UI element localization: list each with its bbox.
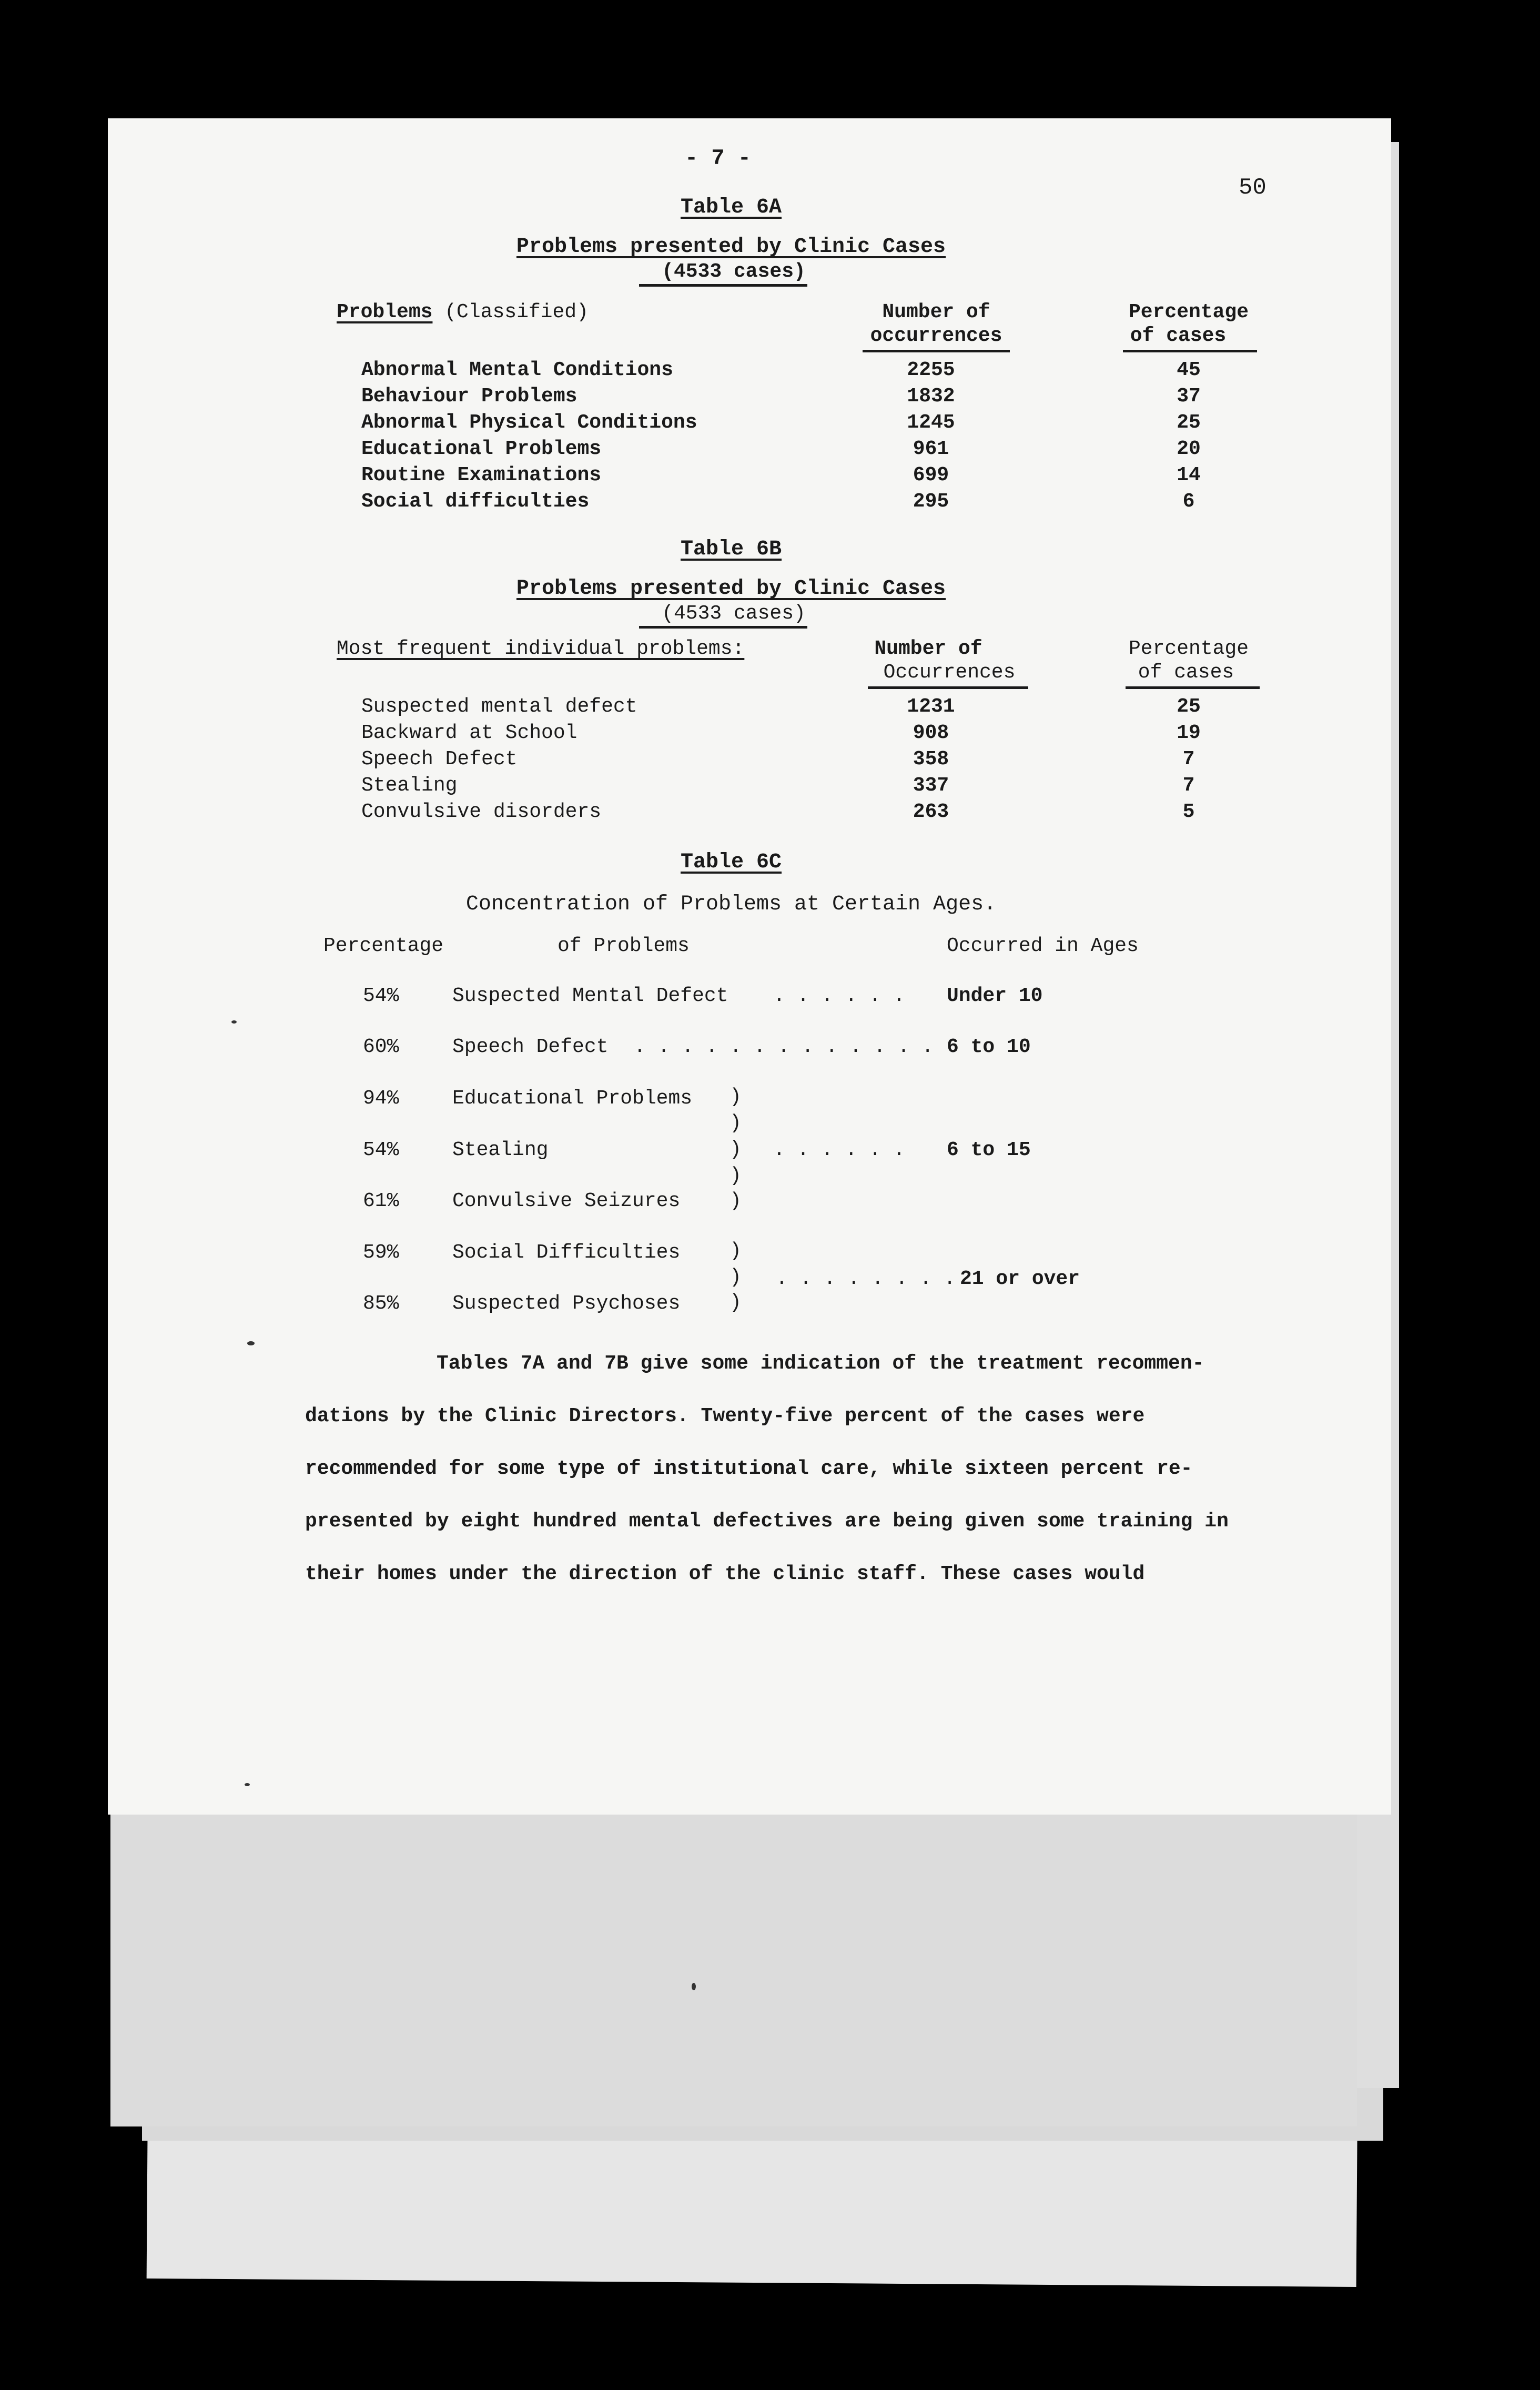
table-6a-subtitle: Problems presented by Clinic Cases (516, 235, 946, 259)
table-6a-cases: (4533 cases) (662, 260, 806, 283)
row-problem: Speech Defect (452, 1036, 609, 1058)
dot-leader: . . . . . . . . (776, 1268, 956, 1290)
row-percent: 25 (1177, 411, 1201, 434)
header-underline (863, 350, 1010, 352)
row-percent: 45 (1177, 359, 1201, 381)
row-percent: 14 (1177, 464, 1201, 487)
row-percent: 25 (1177, 695, 1201, 718)
row-percent: 59% (363, 1241, 399, 1264)
row-percent: 37 (1177, 385, 1201, 408)
table-6a-number-header-1: Number of (882, 301, 990, 323)
cases-underline (639, 284, 807, 287)
row-problem: Educational Problems (452, 1087, 693, 1110)
table-6c-ages-header: Occurred in Ages (947, 935, 1139, 957)
table-6c-title: Table 6C (680, 850, 782, 874)
page-marker: - 7 - (684, 146, 752, 171)
table-6b-number-header-1: Number of (874, 637, 982, 660)
row-number: 1245 (907, 411, 955, 434)
row-problem: Suspected Psychoses (452, 1292, 681, 1315)
table-6c-subtitle: Concentration of Problems at Certain Ages. (465, 893, 997, 916)
document-page: - 7 - 50 Table 6A Problems presented by Clinic Cases (4533 cases) Problems (Classified) Number of occurrences Percentage of cases Abnormal Mental Conditions 2255 45 Behaviour Problems 1832 37 Abnormal Physical Conditions 1245 25 Educational Problems 961 20 Routine Examinations 699 14 Social difficulties 295 6 Table 6B Problems presented by Clinic Cases (4533 cases) Most frequent individual problems: Number of Occurrences Percentage of cases Suspected mental defect 1231 25 Backward at School 908 19 Speech Defect 358 7 Stealing 337 7 Convulsive disorders 263 5 Table 6C Concentration of Problems at Certain Ages. Percentage of Problems Occurred in Ages 54% Suspected Mental Defect . . . . . . Under 10 60% Speech Defect . . . . . . . . . . . . . 6 to 10 94% Educational Problems 54% Stealing 61% Convulsive Seizures ) ) ) ) ) . . . . . . 6 to 15 59% Social Difficulties 85% Suspected Psychoses ) ) ) . . . . . . . . 21 or over Tables 7A and 7B give some indication of the treatment recommen- dations by the Clinic Directors. Twenty-five percent of the cases were recommended for some type of institutional care, while sixteen percent re- presented by eight hundred mental defectives are being given some training in their homes under the direction of the clinic staff. These cases would (108, 118, 1391, 1815)
row-percent: 7 (1182, 774, 1195, 797)
ink-speck (231, 1020, 237, 1024)
table-6a-title: Table 6A (680, 196, 782, 219)
row-problem: Convulsive Seizures (452, 1190, 681, 1212)
paragraph-line: dations by the Clinic Directors. Twenty-five percent of the cases were (305, 1405, 1145, 1427)
row-label: Behaviour Problems (361, 385, 578, 408)
row-percent: 54% (363, 985, 399, 1007)
dot-leader: . . . . . . (773, 1139, 905, 1161)
row-percent: 60% (363, 1036, 399, 1058)
row-percent: 19 (1177, 722, 1201, 744)
table-6b-number-header-2: Occurrences (883, 661, 1016, 684)
ink-speck (245, 1783, 250, 1786)
row-percent: 85% (363, 1292, 399, 1315)
row-number: 961 (913, 438, 949, 460)
paragraph-line: Tables 7A and 7B give some indication of the treatment recommen- (437, 1352, 1204, 1375)
ink-speck (692, 1983, 696, 1990)
body-paragraph (305, 1338, 1304, 1601)
table-6b-subtitle: Problems presented by Clinic Cases (516, 577, 946, 601)
table-6a-percent-header-2: of cases (1130, 325, 1227, 347)
row-label: Educational Problems (361, 438, 602, 460)
row-percent: 94% (363, 1087, 399, 1110)
row-label: Stealing (361, 774, 458, 797)
cases-underline (639, 626, 807, 629)
row-number: 699 (913, 464, 949, 487)
row-problem: Social Difficulties (452, 1241, 681, 1264)
row-problem: Stealing (452, 1139, 549, 1161)
row-number: 263 (913, 801, 949, 823)
folded-page-edge (110, 1809, 1357, 2126)
table-6c-percentage-header: Percentage (323, 935, 444, 957)
row-number: 358 (913, 748, 949, 771)
row-percent: 61% (363, 1190, 399, 1212)
row-label: Social difficulties (361, 490, 590, 513)
row-percent: 7 (1182, 748, 1195, 771)
row-label: Suspected mental defect (361, 695, 637, 718)
paragraph-line: recommended for some type of institutional care, while sixteen percent re- (305, 1457, 1193, 1480)
dot-leader: . . . . . . . . . . . . . (634, 1036, 934, 1058)
table-6a-percent-header-1: Percentage (1128, 301, 1249, 323)
row-label: Routine Examinations (361, 464, 602, 487)
table-6c-problems-header: of Problems (558, 935, 690, 957)
ink-speck (247, 1341, 255, 1345)
row-label: Backward at School (361, 722, 578, 744)
table-6a-problems-header: Problems (Classified) (337, 301, 589, 323)
header-underline (868, 686, 1028, 689)
row-percent: 54% (363, 1139, 399, 1161)
header-underline (1126, 686, 1260, 689)
row-number: 295 (913, 490, 949, 513)
table-6b-title: Table 6B (680, 538, 782, 561)
row-problem: Suspected Mental Defect (452, 985, 728, 1007)
page-number: 50 (1239, 175, 1267, 201)
table-6b-percent-header-1: Percentage (1128, 637, 1249, 660)
row-number: 1231 (907, 695, 955, 718)
row-number: 1832 (907, 385, 955, 408)
table-6b-problems-header: Most frequent individual problems: (337, 637, 745, 660)
dot-leader: . . . . . . (773, 985, 905, 1007)
group-ages: 6 to 15 (947, 1139, 1031, 1161)
row-ages: Under 10 (947, 985, 1043, 1007)
table-6b-percent-header-2: of cases (1138, 661, 1234, 684)
paragraph-line: their homes under the direction of the clinic staff. These cases would (305, 1563, 1145, 1585)
header-underline (1123, 350, 1257, 352)
row-number: 337 (913, 774, 949, 797)
row-label: Abnormal Physical Conditions (361, 411, 697, 434)
row-label: Convulsive disorders (361, 801, 602, 823)
row-number: 2255 (907, 359, 955, 381)
row-percent: 6 (1182, 490, 1195, 513)
row-label: Speech Defect (361, 748, 518, 771)
table-6b-cases: (4533 cases) (662, 602, 806, 625)
row-ages: 6 to 10 (947, 1036, 1031, 1058)
row-number: 908 (913, 722, 949, 744)
row-percent: 5 (1182, 801, 1195, 823)
row-label: Abnormal Mental Conditions (361, 359, 673, 381)
paragraph-line: presented by eight hundred mental defectives are being given some training in (305, 1510, 1229, 1533)
table-6a-number-header-2: occurrences (870, 325, 1002, 347)
group-ages: 21 or over (960, 1268, 1080, 1290)
row-percent: 20 (1177, 438, 1201, 460)
